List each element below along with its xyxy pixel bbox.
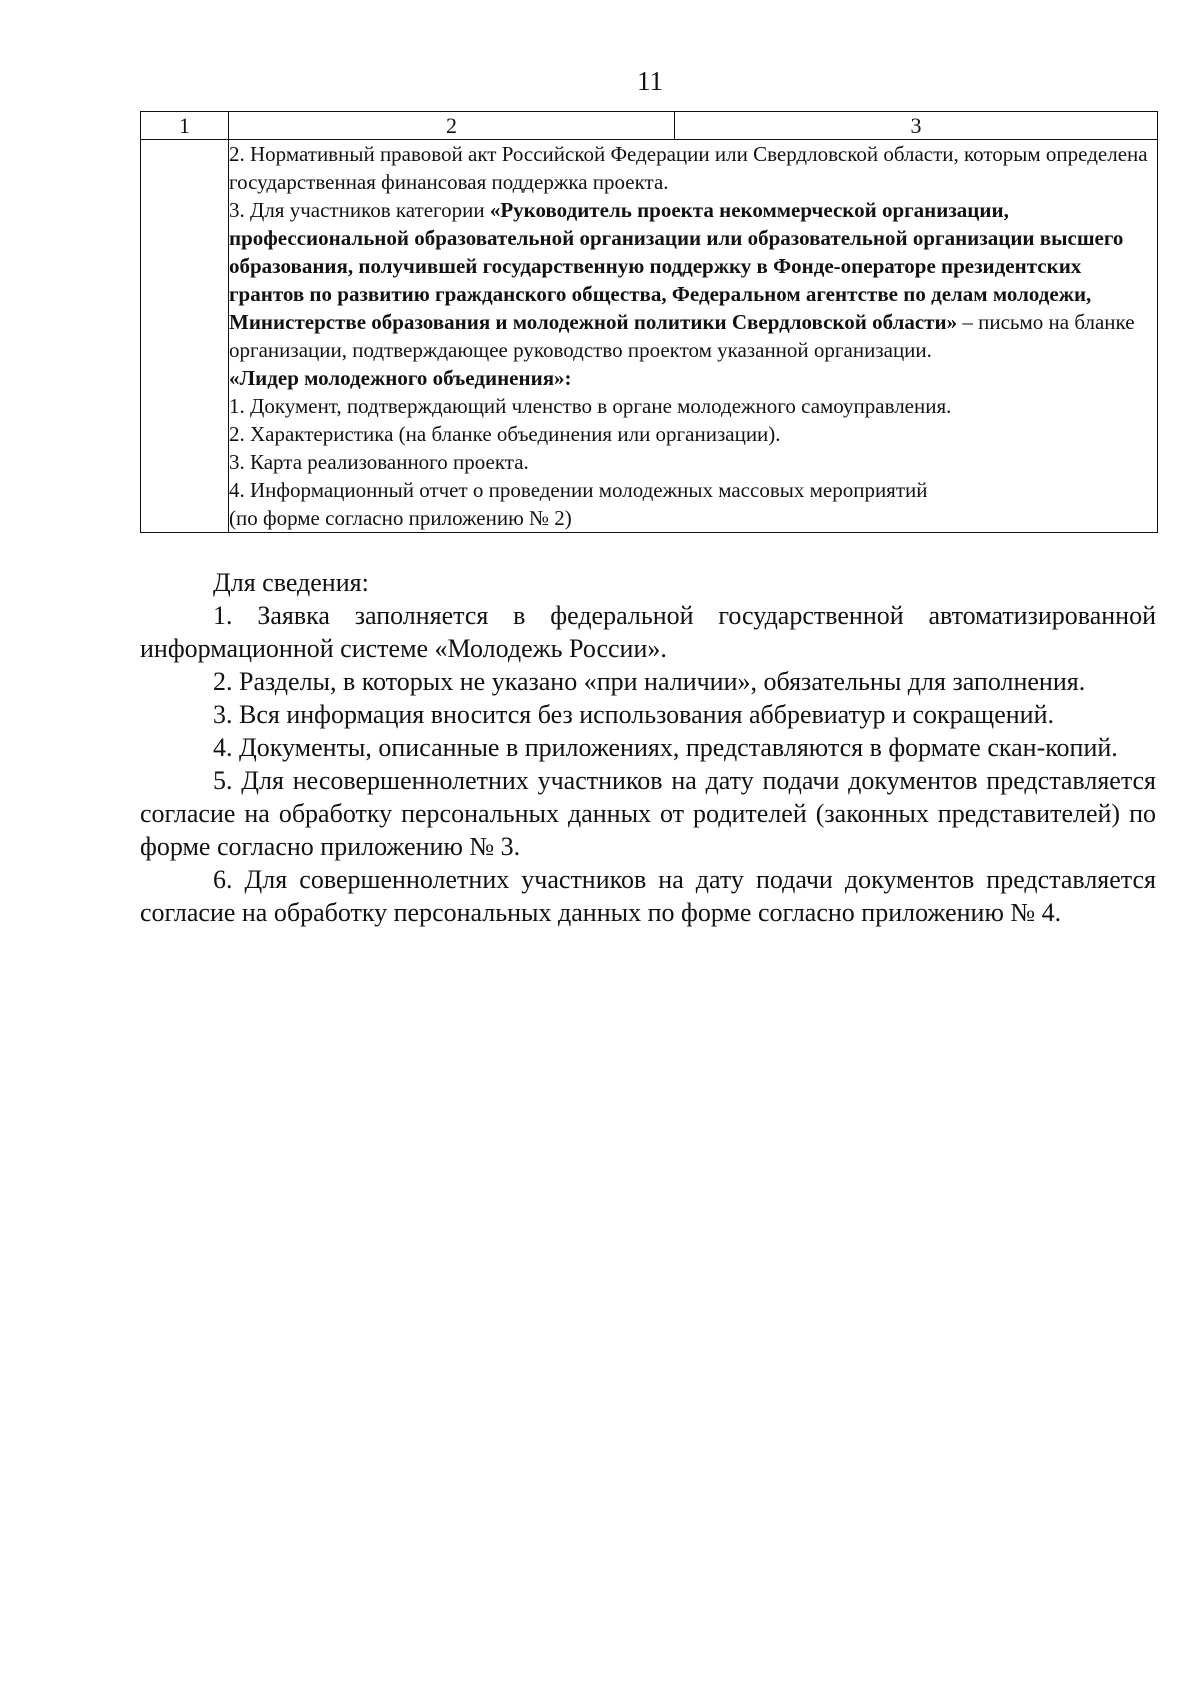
note-item: 3. Вся информация вносится без использования аббревиатур и сокращений. (213, 700, 1054, 729)
note-item: 4. Документы, описанные в приложениях, представляются в формате скан-копий. (213, 733, 1118, 762)
document-item (229, 196, 1157, 364)
category-name: «Руководитель проекта некоммерческой организации, профессиональной образовательной организации или образовательной организации высшего образования, получившей государственную поддержку в Фонде-операторе президентских грантов по развитию гражданского общества, Федеральном агентстве по делам молодежи, Министерстве образования и молодежной политики Свердловской области» (229, 198, 1124, 334)
table-header-cell: 2 (229, 112, 675, 140)
note-item: 1. Заявка заполняется в федеральной государственной автоматизированной информационной системе «Молодежь России». (140, 601, 1156, 663)
list-item: 1. Документ, подтверждающий членство в органе молодежного самоуправления. (229, 394, 952, 418)
notes-heading: Для сведения: (213, 568, 369, 597)
note-item: 2. Разделы, в которых не указано «при наличии», обязательны для заполнения. (213, 667, 1086, 696)
item-prefix: 3. Для участников категории (229, 198, 490, 222)
document-item: 2. Нормативный правовой акт Российской Федерации или Свердловской области, которым определена государственная финансовая поддержка проекта. (229, 142, 1148, 194)
note-item: 5. Для несовершеннолетних участников на дату подачи документов представляется согласие на обработку персональных данных от родителей (законных представителей) по форме согласно приложению № 3. (140, 766, 1156, 861)
requirements-table (140, 111, 1158, 533)
table-header-cell: 1 (141, 112, 229, 140)
table-header-cell: 3 (675, 112, 1158, 140)
list-item: 4. Информационный отчет о проведении молодежных массовых мероприятий (229, 478, 928, 502)
list-item: (по форме согласно приложению № 2) (229, 506, 572, 530)
table-header-row (141, 112, 1158, 140)
list-item: 3. Карта реализованного проекта. (229, 450, 529, 474)
list-item: 2. Характеристика (на бланке объединения или организации). (229, 422, 781, 446)
note-item: 6. Для совершеннолетних участников на дату подачи документов представляется согласие на обработку персональных данных по форме согласно приложению № 4. (140, 865, 1156, 927)
notes-section (140, 566, 1156, 929)
category-heading: «Лидер молодежного объединения»: (229, 366, 572, 390)
table-cell-documents (229, 140, 1158, 533)
item-suffix: – письмо на бланке организации, подтверждающее руководство проектом указанной организации. (229, 310, 1135, 362)
table-cell-col1 (141, 140, 229, 533)
table-row (141, 140, 1158, 533)
page-number: 11 (637, 66, 663, 96)
